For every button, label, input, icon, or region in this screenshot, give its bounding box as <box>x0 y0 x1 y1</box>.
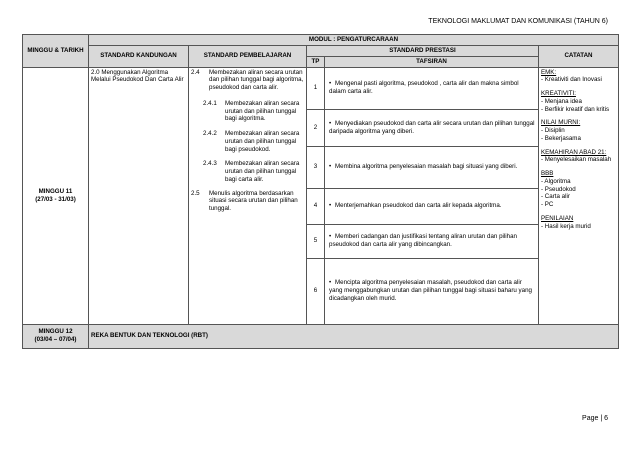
standard-pembelajaran-cell <box>189 67 307 324</box>
catatan-item: - Bekerjasama <box>541 134 581 142</box>
tafsiran-text: • Menyediakan pseudokod dan carta alir secara urutan dan pilihan tunggal daripada algoritma yang diberi. <box>325 109 539 146</box>
header-modul: MODUL : PENGATURCARAAN <box>89 35 619 46</box>
catatan-item: - Algoritma <box>541 177 571 185</box>
tarikh-label: (03/04 – 07/04) <box>34 336 77 343</box>
tafsiran-text: • Membina algoritma penyelesaian masalah bagi situasi yang diberi. <box>325 146 539 188</box>
minggu-label: MINGGU 11 <box>38 187 73 195</box>
tp-number: 6 <box>307 258 325 324</box>
sp-number: 2.4.2 <box>203 130 217 137</box>
header-catatan: CATATAN <box>539 46 619 68</box>
catatan-item: - Disiplin <box>541 127 565 134</box>
tafsiran-text: • Mencipta algoritma penyelesaian masalah, pseudokod dan carta alir yang menggabungkan urutan dan pilihan tunggal bagi situasi baharu yang dicadangkan oleh murid. <box>325 258 539 324</box>
catatan-heading: NILAI MURNI: <box>541 119 581 127</box>
tafsiran-text: • Mengenal pasti algoritma, pseudokod , carta alir dan makna simbol dalam carta alir. <box>325 67 539 109</box>
catatan-cell <box>539 67 619 324</box>
tp-number: 5 <box>307 224 325 258</box>
catatan-heading: KREATIVITI: <box>541 90 576 97</box>
catatan-heading: EMK: <box>541 68 557 76</box>
catatan-item: - Hasil kerja murid <box>541 222 591 230</box>
tp-number: 4 <box>307 188 325 224</box>
catatan-heading: BBB <box>541 170 554 177</box>
tarikh-label: (27/03 - 31/03) <box>35 195 76 203</box>
lesson-plan-table <box>22 34 619 349</box>
sp-item <box>203 100 304 123</box>
standard-kandungan-text: 2.0 Menggunakan Algoritma Melalui Pseudokod Dan Carta Alir <box>91 68 184 84</box>
sp-item <box>203 130 304 153</box>
sp-number: 2.5 <box>191 189 200 197</box>
header-standard-prestasi: STANDARD PRESTASI <box>307 46 539 57</box>
sp-text: Membezakan aliran secara urutan dan pilihan tunggal bagi algoritma, pseudokod dan carta alir. <box>209 68 304 91</box>
page-number: Page | 6 <box>582 415 608 422</box>
tafsiran-text: • Menterjemahkan pseudokod dan carta alir kepada algoritma. <box>325 188 539 224</box>
tafsiran-text: • Memberi cadangan dan justifikasi tentang aliran urutan dan pilihan pseudokod dan carta alir yang dibincangkan. <box>325 224 539 258</box>
tp-number: 1 <box>307 67 325 109</box>
minggu-11-cell <box>23 67 89 324</box>
sp-item <box>191 69 304 92</box>
sp-text: Membezakan aliran secara urutan dan pilihan tunggal bagi pseudokod. <box>225 130 300 153</box>
standard-kandungan-cell <box>89 67 189 324</box>
catatan-item: - Menjana idea <box>541 97 582 105</box>
catatan-item: - Pseudokod <box>541 185 576 193</box>
sp-item <box>191 190 304 213</box>
catatan-item: - Menyelesaikan masalah <box>541 156 612 164</box>
page-header-title: TEKNOLOGI MAKLUMAT DAN KOMUNIKASI (TAHUN 6) <box>428 18 608 25</box>
header-tafsiran: TAFSIRAN <box>325 56 539 67</box>
sp-number: 2.4.3 <box>203 160 217 168</box>
tp-number: 3 <box>307 146 325 188</box>
sp-number: 2.4.1 <box>203 99 217 107</box>
minggu-12-cell <box>23 324 89 348</box>
header-minggu-tarikh: MINGGU & TARIKH <box>23 35 89 68</box>
catatan-item: - PC <box>541 201 554 208</box>
sp-text: Menulis algoritma berdasarkan situasi secara urutan dan pilihan tunggal. <box>209 189 298 212</box>
minggu-label: MINGGU 12 <box>38 328 73 336</box>
sp-text: Membezakan aliran secara urutan dan pilihan tunggal bagi carta alir. <box>225 160 300 183</box>
catatan-heading: KEMAHIRAN ABAD 21: <box>541 148 607 156</box>
catatan-heading: PENILAIAN <box>541 214 574 222</box>
header-tp: TP <box>307 56 325 67</box>
sp-text: Membezakan aliran secara urutan dan pilihan tunggal bagi algoritma. <box>225 99 300 123</box>
catatan-item: - Kreativiti dan Inovasi <box>541 76 602 84</box>
sp-item <box>203 160 304 183</box>
sp-number: 2.4 <box>191 68 200 76</box>
rbt-subject-cell: REKA BENTUK DAN TEKNOLOGI (RBT) <box>89 324 619 348</box>
catatan-item: - Berfikir kreatif dan kritis <box>541 105 610 113</box>
catatan-item: - Carta alir <box>541 193 570 201</box>
tp-number: 2 <box>307 109 325 146</box>
header-standard-pembelajaran: STANDARD PEMBELAJARAN <box>189 46 307 68</box>
header-standard-kandungan: STANDARD KANDUNGAN <box>89 46 189 68</box>
